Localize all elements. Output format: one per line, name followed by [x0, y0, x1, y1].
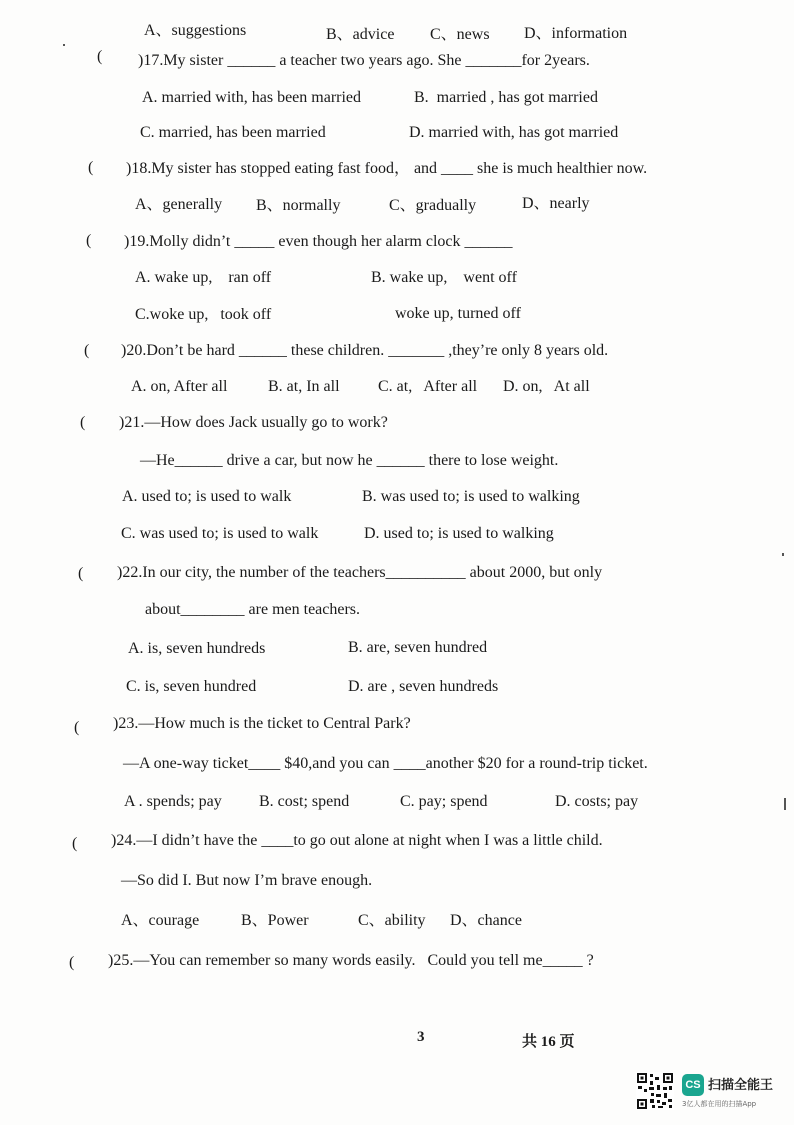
- q17-option-b: B. married , has got married: [414, 89, 598, 106]
- q21-option-b: B. was used to; is used to walking: [362, 488, 580, 505]
- q20-option-d: D. on, At all: [503, 378, 590, 395]
- q18-option-b: B、normally: [256, 197, 341, 214]
- q24-answer-bracket[interactable]: (: [72, 835, 78, 852]
- q18-answer-bracket[interactable]: (: [88, 159, 94, 176]
- q21-response: —He______ drive a car, but now he ______ there to lose weight.: [140, 452, 559, 469]
- q19-option-b: B. wake up, went off: [371, 269, 517, 286]
- q23-option-d: D. costs; pay: [555, 793, 639, 810]
- q23-option-b: B. cost; spend: [259, 793, 350, 810]
- q24-option-b: B、Power: [241, 912, 309, 929]
- qr-code-icon: [636, 1072, 674, 1110]
- q20-answer-bracket[interactable]: (: [84, 342, 90, 359]
- q16-option-d: D、information: [524, 25, 628, 42]
- q19-answer-bracket[interactable]: (: [86, 232, 92, 249]
- q24-option-d: D、chance: [450, 912, 522, 929]
- q17-stem: )17.My sister ______ a teacher two years ago. She _______for 2years.: [138, 52, 590, 69]
- camscanner-tagline: 3亿人都在用的扫描App: [682, 1100, 757, 1108]
- q18-stem: )18.My sister has stopped eating fast food， and ____ she is much healthier now.: [126, 160, 648, 177]
- q22-option-d: D. are , seven hundreds: [348, 678, 499, 695]
- q18-option-a: A、generally: [135, 196, 223, 213]
- q21-option-a: A. used to; is used to walk: [122, 488, 292, 505]
- q17-option-c: C. married, has been married: [140, 124, 326, 141]
- q19-option-d: woke up, turned off: [395, 305, 521, 322]
- q20-option-c: C. at, After all: [378, 378, 478, 395]
- q22-stem: )22.In our city, the number of the teachers__________ about 2000, but only: [117, 564, 603, 581]
- q22-option-c: C. is, seven hundred: [126, 678, 257, 695]
- q22-option-b: B. are, seven hundred: [348, 639, 488, 656]
- q24-stem: )24.—I didn’t have the ____to go out alone at night when I was a little child.: [111, 832, 603, 849]
- q16-option-c: C、news: [430, 26, 490, 43]
- q16-option-b: B、advice: [326, 26, 395, 43]
- q21-option-d: D. used to; is used to walking: [364, 525, 554, 542]
- q24-option-a: A、courage: [121, 912, 200, 929]
- q21-answer-bracket[interactable]: (: [80, 414, 86, 431]
- q25-answer-bracket[interactable]: (: [69, 954, 75, 971]
- q18-option-c: C、gradually: [389, 197, 477, 214]
- q21-stem: )21.—How does Jack usually go to work?: [119, 414, 388, 431]
- q19-stem: )19.Molly didn’t _____ even though her alarm clock ______: [124, 233, 513, 250]
- q24-option-c: C、ability: [358, 912, 426, 929]
- scan-speck: [782, 553, 784, 556]
- total-pages: 共 16 页: [522, 1034, 575, 1050]
- camscanner-name: 扫描全能王: [708, 1078, 774, 1093]
- q23-option-a: A . spends; pay: [124, 793, 222, 810]
- q23-option-c: C. pay; spend: [400, 793, 488, 810]
- q23-answer-bracket[interactable]: (: [74, 719, 80, 736]
- q17-option-a: A. married with, has been married: [142, 89, 362, 106]
- scanner-watermark: [636, 1070, 786, 1114]
- q21-option-c: C. was used to; is used to walk: [121, 525, 319, 542]
- q17-answer-bracket[interactable]: (: [97, 48, 103, 65]
- q20-stem: )20.Don’t be hard ______ these children. _______ ,they’re only 8 years old.: [121, 342, 609, 359]
- q23-stem: )23.—How much is the ticket to Central Park?: [113, 715, 411, 732]
- q19-option-a: A. wake up, ran off: [135, 269, 272, 286]
- page-number: 3: [417, 1029, 425, 1045]
- scan-speck: [63, 44, 65, 46]
- q24-response: —So did I. But now I’m brave enough.: [121, 872, 373, 889]
- q20-option-b: B. at, In all: [268, 378, 340, 395]
- q22-answer-bracket[interactable]: (: [78, 565, 84, 582]
- q16-option-a: A、suggestions: [144, 22, 247, 39]
- camscanner-logo: CS: [682, 1074, 704, 1096]
- scan-speck: [784, 798, 786, 810]
- q23-response: —A one-way ticket____ $40,and you can ____another $20 for a round-trip ticket.: [123, 755, 648, 772]
- q18-option-d: D、nearly: [522, 195, 590, 212]
- q22-stem-continued: about________ are men teachers.: [145, 601, 361, 618]
- q22-option-a: A. is, seven hundreds: [128, 640, 266, 657]
- q19-option-c: C.woke up, took off: [135, 306, 272, 323]
- q17-option-d: D. married with, has got married: [409, 124, 619, 141]
- q20-option-a: A. on, After all: [131, 378, 228, 395]
- q25-stem: )25.—You can remember so many words easily. Could you tell me_____ ?: [108, 952, 594, 969]
